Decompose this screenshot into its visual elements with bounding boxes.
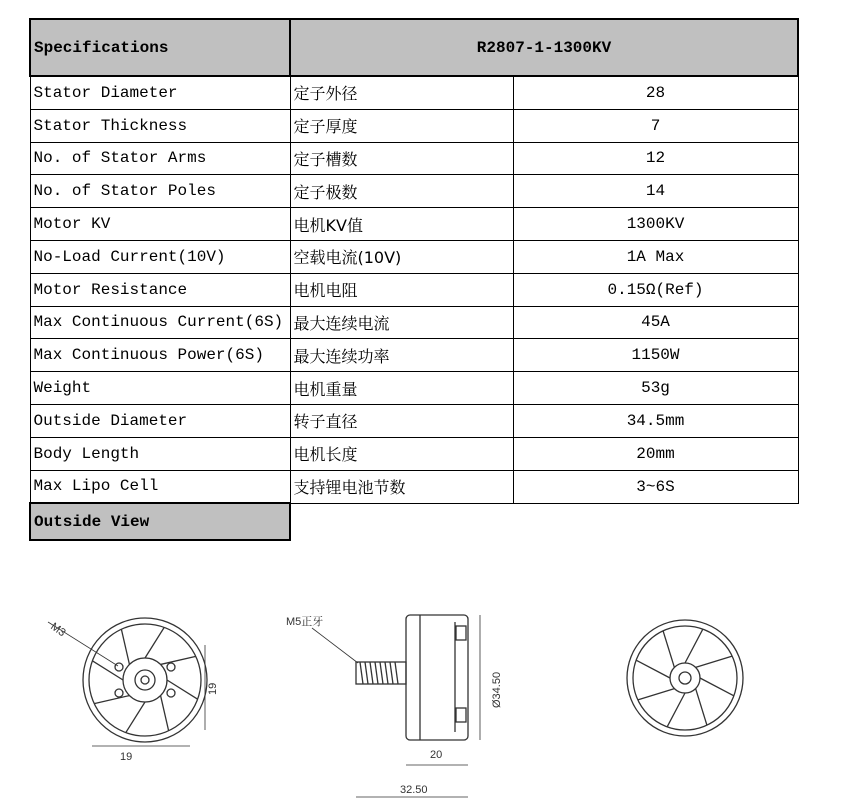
spec-name-en: Stator Thickness: [30, 109, 290, 142]
spec-row: [30, 175, 798, 208]
rear-spoke: [700, 678, 734, 696]
rear-spoke: [696, 656, 733, 667]
front-spoke: [161, 696, 169, 731]
footer-blank: [290, 503, 798, 540]
spec-name-en: No. of Stator Arms: [30, 142, 290, 175]
thread-line: [390, 662, 393, 684]
outside-view-drawings: [0, 560, 865, 812]
spec-value: 1150W: [513, 339, 798, 372]
spec-name-en: Max Lipo Cell: [30, 470, 290, 503]
spec-footer-row: [30, 503, 798, 540]
thread-line: [370, 662, 373, 684]
spec-value: 7: [513, 109, 798, 142]
spec-name-cn: 支持锂电池节数: [290, 470, 513, 503]
spec-value: 34.5mm: [513, 404, 798, 437]
front-hub: [123, 658, 167, 702]
spec-row: [30, 306, 798, 339]
thread-line: [395, 662, 398, 684]
rear-outer-ring: [627, 620, 743, 736]
side-thread-label: M5正牙: [286, 616, 324, 628]
rear-spoke: [667, 693, 685, 727]
spec-name-cn: 最大连续电流: [290, 306, 513, 339]
spec-name-cn: 定子槽数: [290, 142, 513, 175]
thread-line: [375, 662, 378, 684]
spec-value: 20mm: [513, 437, 798, 470]
front-inner-ring: [89, 624, 201, 736]
side-vent: [456, 626, 466, 640]
side-bell: [406, 615, 468, 740]
spec-name-cn: 最大连续功率: [290, 339, 513, 372]
spec-name-cn: 定子厚度: [290, 109, 513, 142]
spec-value: 53g: [513, 372, 798, 405]
front-spokes: [92, 627, 197, 732]
spec-name-en: Max Continuous Current(6S): [30, 306, 290, 339]
front-mount-hole: [115, 663, 123, 671]
spec-name-en: Weight: [30, 372, 290, 405]
spec-name-cn: 电机KV值: [290, 208, 513, 241]
front-thread-label: M3: [48, 620, 68, 640]
outside-view-label: Outside View: [30, 503, 290, 540]
spec-name-cn: 电机重量: [290, 372, 513, 405]
spec-name-en: Stator Diameter: [30, 76, 290, 109]
rear-spoke: [685, 629, 703, 663]
spec-row: [30, 76, 798, 109]
spec-name-cn: 转子直径: [290, 404, 513, 437]
spec-name-en: Motor Resistance: [30, 273, 290, 306]
spec-row: [30, 240, 798, 273]
front-view-drawing: [48, 618, 207, 746]
spec-name-cn: 空载电流(10V): [290, 240, 513, 273]
front-height-label: 19: [207, 682, 219, 695]
side-vent: [456, 708, 466, 722]
spec-name-en: Max Continuous Power(6S): [30, 339, 290, 372]
front-width-label: 19: [120, 751, 133, 763]
spec-value: 0.15Ω(Ref): [513, 273, 798, 306]
spec-name-cn: 定子外径: [290, 76, 513, 109]
spec-name-en: Body Length: [30, 437, 290, 470]
front-spoke: [126, 702, 145, 733]
spec-row: [30, 208, 798, 241]
front-spoke: [161, 656, 196, 664]
spec-value: 3~6S: [513, 470, 798, 503]
front-spoke: [121, 629, 129, 664]
front-shaft: [135, 670, 155, 690]
spec-row: [30, 142, 798, 175]
front-spoke: [94, 696, 129, 704]
spec-row: [30, 372, 798, 405]
side-thread-leader: [312, 628, 358, 663]
spec-name-cn: 电机长度: [290, 437, 513, 470]
side-total-length-label: 32.50: [400, 784, 428, 796]
front-shaft-center: [141, 676, 149, 684]
side-diameter-label: Ø34.50: [491, 671, 503, 708]
rear-shaft: [679, 672, 691, 684]
rear-view-drawing: [627, 620, 743, 736]
model-name: R2807-1-1300KV: [290, 19, 798, 76]
spec-row: [30, 404, 798, 437]
spec-row: [30, 437, 798, 470]
rear-spoke: [638, 689, 675, 700]
spec-value: 12: [513, 142, 798, 175]
spec-value: 1300KV: [513, 208, 798, 241]
spec-row: [30, 273, 798, 306]
thread-line: [385, 662, 388, 684]
rear-spoke: [663, 631, 674, 668]
spec-name-en: Outside Diameter: [30, 404, 290, 437]
spec-row: [30, 470, 798, 503]
front-outer-ring: [83, 618, 207, 742]
front-mount-hole: [115, 689, 123, 697]
spec-header-row: [30, 19, 798, 76]
spec-name-en: No. of Stator Poles: [30, 175, 290, 208]
spec-row: [30, 109, 798, 142]
side-thread-lines: [360, 662, 398, 684]
thread-line: [380, 662, 383, 684]
spec-name-cn: 定子极数: [290, 175, 513, 208]
side-view-drawing: [312, 615, 480, 797]
spec-value: 14: [513, 175, 798, 208]
spec-row: [30, 339, 798, 372]
spec-name-en: No-Load Current(10V): [30, 240, 290, 273]
front-mount-hole: [167, 689, 175, 697]
rear-inner-ring: [633, 626, 737, 730]
spec-value: 45A: [513, 306, 798, 339]
spec-name-cn: 电机电阻: [290, 273, 513, 306]
front-spoke: [145, 627, 164, 658]
rear-spoke: [636, 660, 670, 678]
side-body-length-label: 20: [430, 749, 443, 761]
spec-value: 1A Max: [513, 240, 798, 273]
spec-table: [29, 18, 799, 541]
rear-hub: [670, 663, 700, 693]
front-mount-hole: [167, 663, 175, 671]
spec-value: 28: [513, 76, 798, 109]
rear-spokes: [636, 629, 734, 727]
thread-line: [360, 662, 363, 684]
spec-table-body: [30, 19, 798, 540]
rear-spoke: [696, 689, 707, 726]
spec-name-en: Motor KV: [30, 208, 290, 241]
spec-header-label: Specifications: [30, 19, 290, 76]
thread-line: [365, 662, 368, 684]
